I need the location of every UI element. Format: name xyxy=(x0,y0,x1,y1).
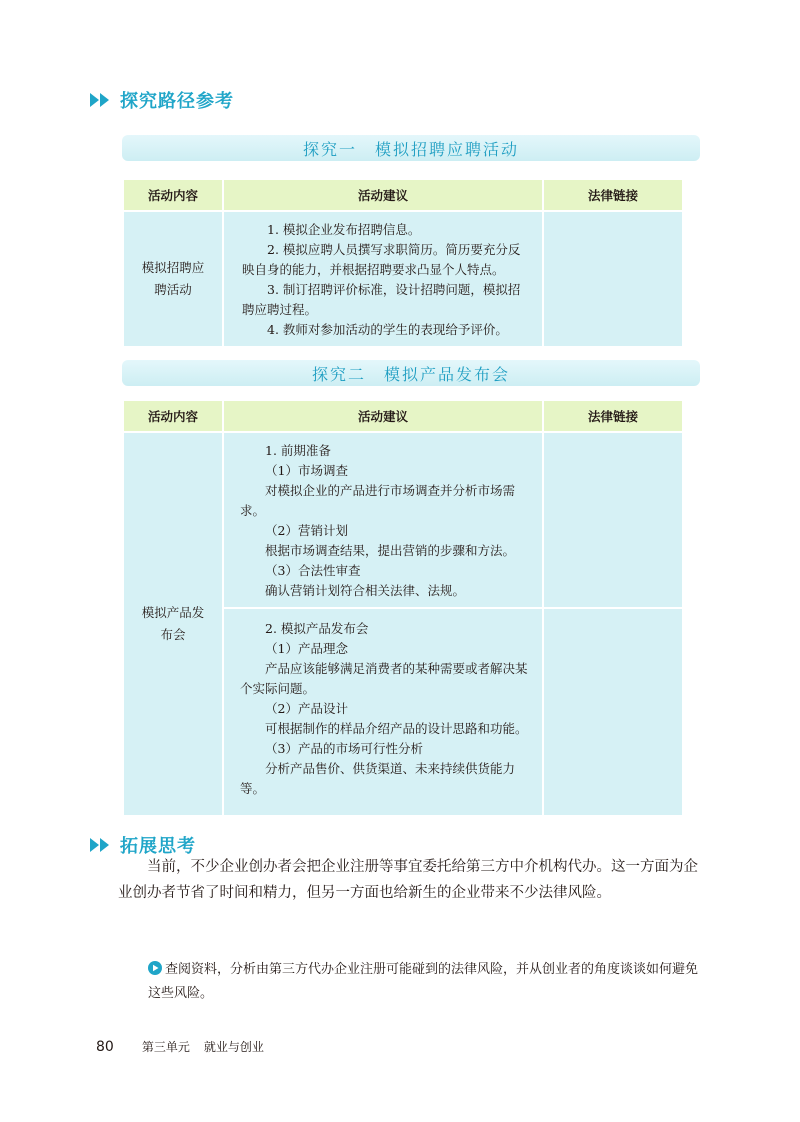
item-label: （2）产品设计 xyxy=(265,701,348,716)
header-law: 法律链接 xyxy=(544,180,682,210)
header-content: 活动内容 xyxy=(124,401,222,431)
play-circle-icon xyxy=(148,961,162,975)
law-link-cell xyxy=(544,609,682,815)
header-content: 活动内容 xyxy=(124,180,222,210)
unit-label: 第三单元 xyxy=(141,1040,190,1054)
inquiry-2-banner xyxy=(122,360,700,386)
activity-suggestion-cell xyxy=(224,212,542,346)
item-label: （2）营销计划 xyxy=(265,523,348,538)
body-paragraph: 当前，不少企业创办者会把企业注册等事宜委托给第三方中介机构代办。这一方面为企业创办者节省了时间和精力，但另一方面也给新生的企业带来不少法律风险。 xyxy=(118,859,698,901)
activity-content-cell xyxy=(124,433,222,815)
page-number: 80 xyxy=(96,1039,114,1055)
task-text: 查阅资料，分析由第三方代办企业注册可能碰到的法律风险，并从创业者的角度谈谈如何避免这些风险。 xyxy=(148,962,699,1001)
double-chevron-icon xyxy=(88,90,116,110)
suggestion-item: 2. 模拟应聘人员撰写求职简历。简历要充分反映自身的能力，并根据招聘要求凸显个人特点。 xyxy=(242,242,521,277)
page-footer xyxy=(96,1038,264,1055)
item-text: 确认营销计划符合相关法律、法规。 xyxy=(265,583,466,598)
section-title: 拓展思考 xyxy=(120,836,196,857)
inquiry-1-title: 探究一 模拟招聘应聘活动 xyxy=(302,139,519,159)
suggestion-item: 3. 制订招聘评价标准，设计招聘问题，模拟招聘应聘过程。 xyxy=(242,282,521,317)
activity-content: 模拟招聘应聘活动 xyxy=(141,260,205,297)
header-law: 法律链接 xyxy=(544,401,682,431)
item-text: 分析产品售价、供货渠道、未来持续供货能力等。 xyxy=(240,761,516,796)
section-title: 探究路径参考 xyxy=(120,91,234,112)
item-text: 根据市场调查结果，提出营销的步骤和方法。 xyxy=(265,543,516,558)
suggestion-item: 1. 模拟企业发布招聘信息。 xyxy=(267,222,421,237)
inquiry-2-title: 探究二 模拟产品发布会 xyxy=(311,364,510,384)
item-text: 对模拟企业的产品进行市场调查并分析市场需求。 xyxy=(240,483,516,518)
double-chevron-icon xyxy=(88,835,116,855)
launch-cell xyxy=(224,609,542,815)
item-text: 产品应该能够满足消费者的某种需要或者解决某个实际问题。 xyxy=(240,661,528,696)
item-label: （3）合法性审查 xyxy=(265,563,361,578)
suggestion-item: 4. 教师对参加活动的学生的表现给予评价。 xyxy=(267,322,508,337)
item-label: （1）市场调查 xyxy=(265,463,348,478)
law-link-cell xyxy=(544,433,682,607)
header-suggestion: 活动建议 xyxy=(224,180,542,210)
unit-title: 就业与创业 xyxy=(203,1040,264,1054)
header-suggestion: 活动建议 xyxy=(224,401,542,431)
activity-content-cell xyxy=(124,212,222,346)
part-heading: 2. 模拟产品发布会 xyxy=(265,621,369,636)
task-prompt xyxy=(148,958,708,1006)
preparation-cell xyxy=(224,433,542,607)
item-label: （3）产品的市场可行性分析 xyxy=(265,741,423,756)
inquiry-1-banner xyxy=(122,135,700,161)
activity-content: 模拟产品发布会 xyxy=(141,605,205,642)
inquiry-1-table xyxy=(122,178,684,348)
inquiry-2-table xyxy=(122,399,684,817)
section-heading-inquiry-path xyxy=(88,85,234,115)
item-text: 可根据制作的样品介绍产品的设计思路和功能。 xyxy=(265,721,528,736)
item-label: （1）产品理念 xyxy=(265,641,348,656)
part-heading: 1. 前期准备 xyxy=(265,443,331,458)
law-link-cell xyxy=(544,212,682,346)
